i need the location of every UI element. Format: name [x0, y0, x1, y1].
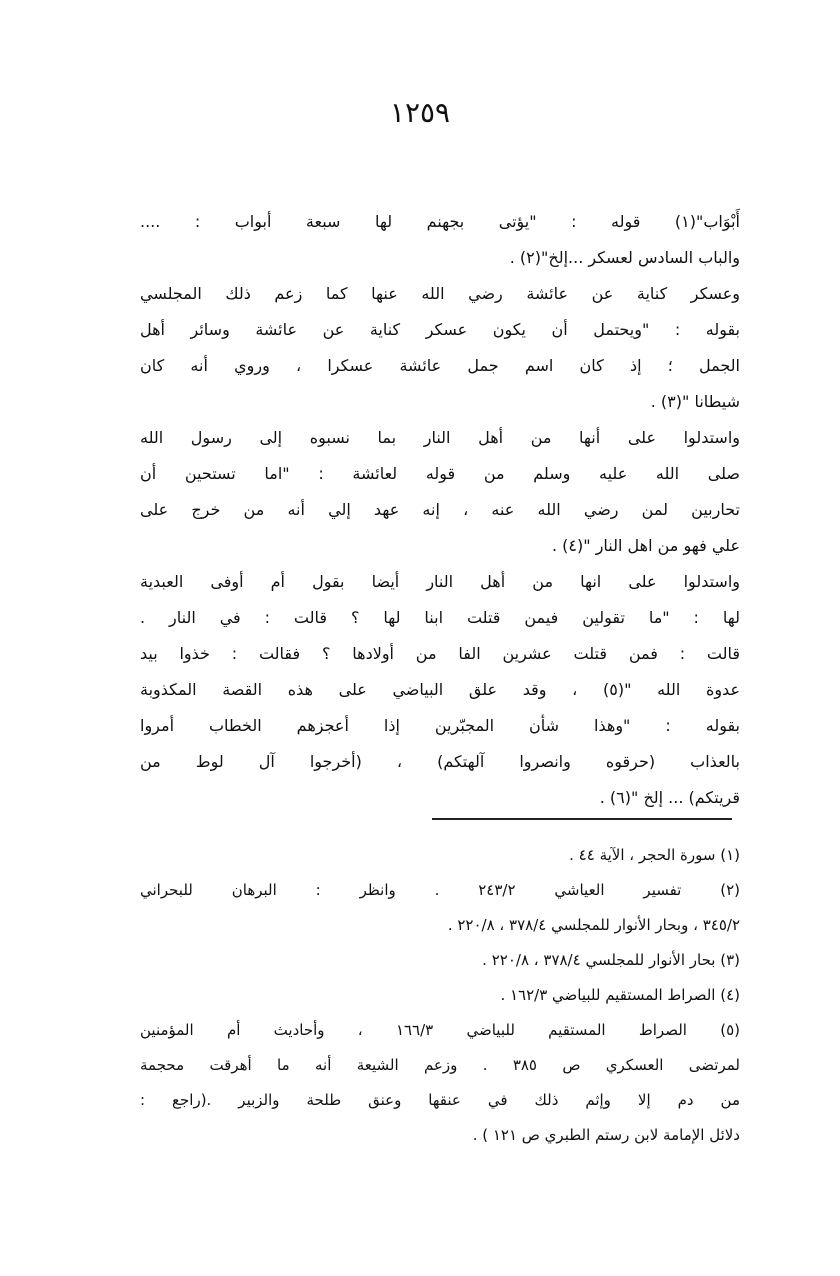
text-line: شيطانا "(٣) . — [650, 392, 740, 411]
footnote-line: (٢) تفسير العياشي ٢٤٣/٢ . وانظر : البرهان للبحراني — [140, 881, 740, 899]
text-line: بقوله : "ويحتمل أن يكون عسكر كناية عن عائشة وسائر أهل — [140, 320, 740, 339]
footnote-line: (٤) الصراط المستقيم للبياضي ١٦٢/٣ . — [500, 986, 740, 1004]
footnote-line: (٥) الصراط المستقيم للبياضي ١٦٦/٣ ، وأحاديث أم المؤمنين — [140, 1021, 740, 1039]
text-line: صلى الله عليه وسلم من قوله لعائشة : "اما تستحين أن — [140, 464, 740, 483]
footnote-line: من دم إلا وإثم ذلك في عنقها وعنق طلحة والزبير .(راجع : — [140, 1091, 740, 1109]
footnotes — [140, 838, 740, 1153]
text-line: وعسكر كناية عن عائشة رضي الله عنها كما زعم ذلك المجلسي — [140, 284, 740, 303]
main-text — [140, 204, 740, 816]
footnote-separator — [432, 818, 732, 820]
text-line: بقوله : "وهذا شأن المجبّرين إذا أعجزهم الخطاب أمروا — [140, 716, 740, 735]
footnote-line: دلائل الإمامة لابن رستم الطبري ص ١٢١ ) . — [472, 1126, 740, 1144]
text-line: بالعذاب (حرقوه وانصروا آلهتكم) ، (أخرجوا آل لوط من — [140, 752, 740, 771]
text-line: واستدلوا على أنها من أهل النار بما نسبوه إلى رسول الله — [140, 428, 740, 447]
text-line: قالت : فمن قتلت عشرين الفا من أولادها ؟ فقالت : خذوا بيد — [140, 644, 740, 663]
text-line: الجمل ؛ إذ كان اسم جمل عائشة عسكرا ، وروي أنه كان — [140, 356, 740, 375]
page-number: ١٢٥٩ — [389, 96, 451, 129]
text-line: والباب السادس لعسكر ...إلخ"(٢) . — [509, 248, 740, 267]
footnote-line: (١) سورة الحجر ، الآية ٤٤ . — [569, 846, 740, 864]
footnote-line: ٣٤٥/٢ ، وبحار الأنوار للمجلسي ٣٧٨/٤ ، ٢٢٠/٨ . — [447, 916, 740, 934]
text-line: علي فهو من اهل النار "(٤) . — [551, 536, 740, 555]
footnote-line: (٣) بحار الأنوار للمجلسي ٣٧٨/٤ ، ٢٢٠/٨ . — [482, 951, 740, 969]
text-line: عدوة الله "(٥) ، وقد علق البياضي على هذه القصة المكذوبة — [140, 680, 740, 699]
footnote-line: لمرتضى العسكري ص ٣٨٥ . وزعم الشيعة أنه ما أهرقت محجمة — [140, 1056, 740, 1074]
text-line: أَبْوَاب"(١) قوله : "يؤتى بجهنم لها سبعة أبواب : .... — [140, 212, 740, 231]
text-line: تحاربين لمن رضي الله عنه ، إنه عهد إلي أنه من خرج على — [140, 500, 740, 519]
text-line: لها : "ما تقولين فيمن قتلت ابنا لها ؟ قالت : في النار . — [140, 608, 740, 627]
text-line: واستدلوا على انها من أهل النار أيضا بقول أم أوفى العبدية — [140, 572, 740, 591]
text-line: قريتكم) ... إلخ "(٦) . — [599, 788, 740, 807]
